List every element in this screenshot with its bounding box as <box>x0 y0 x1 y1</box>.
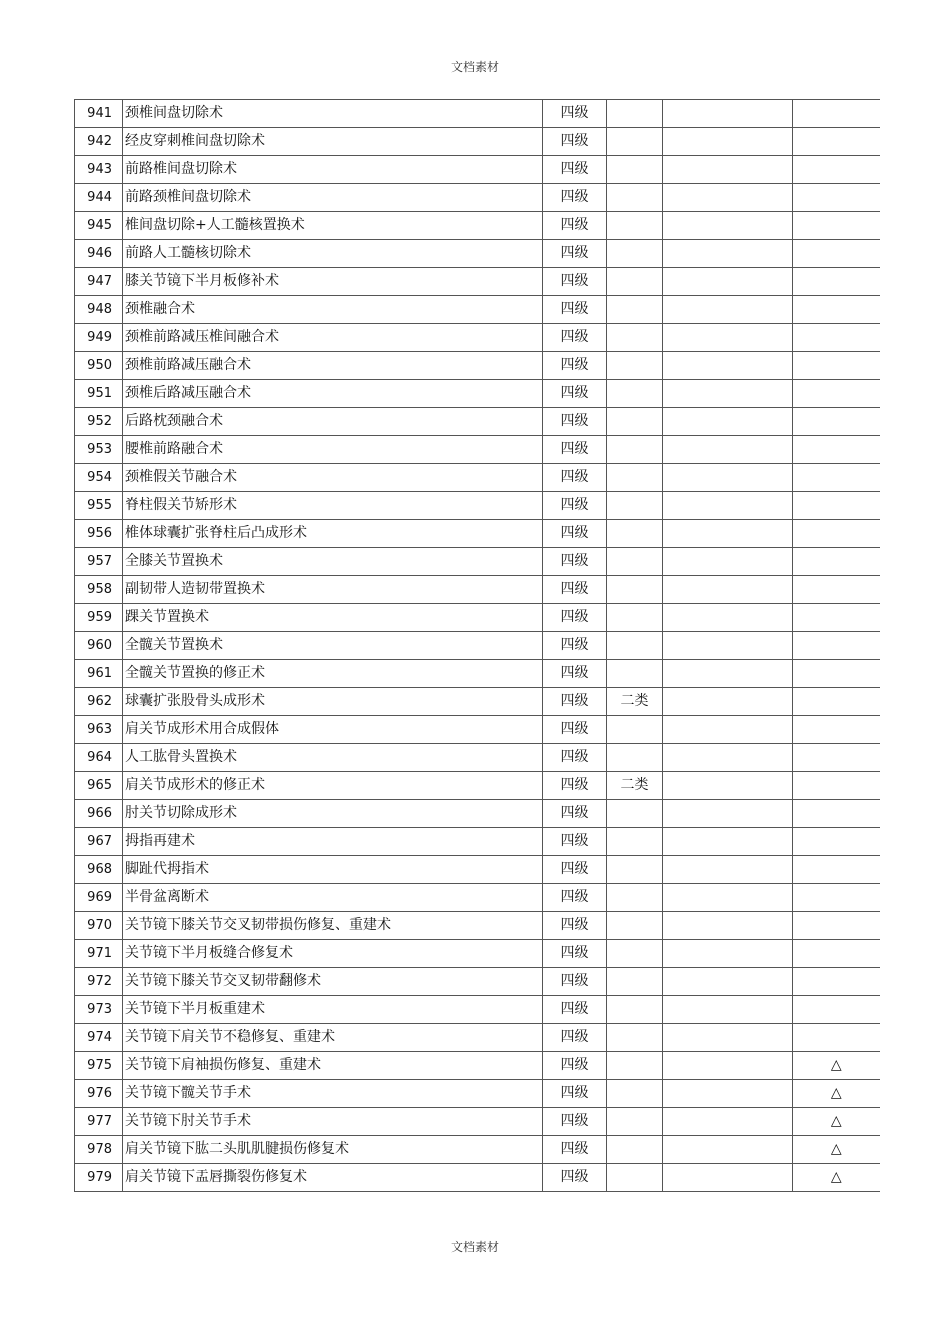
procedure-name: 前路椎间盘切除术 <box>123 156 543 184</box>
empty-cell <box>663 856 793 884</box>
procedure-level: 四级 <box>543 240 607 268</box>
procedure-category <box>607 1164 663 1192</box>
triangle-mark <box>793 184 880 212</box>
procedure-category <box>607 1080 663 1108</box>
table-row <box>75 576 880 604</box>
procedure-category <box>607 1136 663 1164</box>
page-footer: 文档素材 <box>450 1240 499 1254</box>
procedure-name: 关节镜下膝关节交叉韧带翻修术 <box>123 968 543 996</box>
procedure-category <box>607 632 663 660</box>
table-row <box>75 1164 880 1192</box>
row-number: 942 <box>75 128 123 156</box>
table-row <box>75 408 880 436</box>
procedure-name: 关节镜下肩袖损伤修复、重建术 <box>123 1052 543 1080</box>
row-number: 957 <box>75 548 123 576</box>
empty-cell <box>663 744 793 772</box>
triangle-mark <box>793 548 880 576</box>
empty-cell <box>663 520 793 548</box>
procedure-category <box>607 856 663 884</box>
procedure-level: 四级 <box>543 1080 607 1108</box>
procedure-name: 肘关节切除成形术 <box>123 800 543 828</box>
procedure-name: 关节镜下肩关节不稳修复、重建术 <box>123 1024 543 1052</box>
empty-cell <box>663 548 793 576</box>
triangle-mark <box>793 240 880 268</box>
procedure-level: 四级 <box>543 324 607 352</box>
procedure-name: 关节镜下肘关节手术 <box>123 1108 543 1136</box>
table-row <box>75 492 880 520</box>
table-row <box>75 100 880 128</box>
empty-cell <box>663 324 793 352</box>
procedure-category <box>607 212 663 240</box>
procedure-level: 四级 <box>543 1164 607 1192</box>
procedure-category <box>607 520 663 548</box>
procedure-level: 四级 <box>543 268 607 296</box>
procedure-name: 关节镜下半月板缝合修复术 <box>123 940 543 968</box>
table-row <box>75 744 880 772</box>
procedure-category <box>607 996 663 1024</box>
table-row <box>75 268 880 296</box>
procedure-category <box>607 296 663 324</box>
row-number: 972 <box>75 968 123 996</box>
procedure-name: 脚趾代拇指术 <box>123 856 543 884</box>
procedure-name: 颈椎前路减压椎间融合术 <box>123 324 543 352</box>
procedure-name: 肩关节镜下盂唇撕裂伤修复术 <box>123 1164 543 1192</box>
empty-cell <box>663 800 793 828</box>
procedure-name: 半骨盆离断术 <box>123 884 543 912</box>
procedure-level: 四级 <box>543 408 607 436</box>
row-number: 977 <box>75 1108 123 1136</box>
table-row <box>75 912 880 940</box>
table-row <box>75 940 880 968</box>
row-number: 974 <box>75 1024 123 1052</box>
triangle-mark <box>793 408 880 436</box>
triangle-mark: △ <box>793 1052 880 1080</box>
empty-cell <box>663 996 793 1024</box>
row-number: 943 <box>75 156 123 184</box>
procedure-name: 全髋关节置换术 <box>123 632 543 660</box>
procedure-name: 经皮穿刺椎间盘切除术 <box>123 128 543 156</box>
procedure-name: 拇指再建术 <box>123 828 543 856</box>
row-number: 941 <box>75 100 123 128</box>
procedure-level: 四级 <box>543 772 607 800</box>
procedure-category <box>607 128 663 156</box>
procedure-level: 四级 <box>543 632 607 660</box>
procedure-table <box>74 99 880 1192</box>
triangle-mark <box>793 520 880 548</box>
procedure-level: 四级 <box>543 464 607 492</box>
empty-cell <box>663 968 793 996</box>
procedure-category <box>607 716 663 744</box>
procedure-level: 四级 <box>543 380 607 408</box>
empty-cell <box>663 156 793 184</box>
triangle-mark <box>793 856 880 884</box>
row-number: 967 <box>75 828 123 856</box>
triangle-mark <box>793 296 880 324</box>
procedure-level: 四级 <box>543 856 607 884</box>
table-row <box>75 1024 880 1052</box>
procedure-name: 全膝关节置换术 <box>123 548 543 576</box>
row-number: 956 <box>75 520 123 548</box>
table-row <box>75 604 880 632</box>
row-number: 962 <box>75 688 123 716</box>
procedure-level: 四级 <box>543 912 607 940</box>
row-number: 954 <box>75 464 123 492</box>
triangle-mark <box>793 660 880 688</box>
procedure-category <box>607 436 663 464</box>
empty-cell <box>663 296 793 324</box>
table-row <box>75 436 880 464</box>
triangle-mark <box>793 632 880 660</box>
empty-cell <box>663 772 793 800</box>
procedure-level: 四级 <box>543 604 607 632</box>
procedure-category <box>607 968 663 996</box>
empty-cell <box>663 128 793 156</box>
table-row <box>75 856 880 884</box>
procedure-category <box>607 940 663 968</box>
triangle-mark <box>793 744 880 772</box>
triangle-mark <box>793 688 880 716</box>
table-row <box>75 716 880 744</box>
empty-cell <box>663 688 793 716</box>
triangle-mark <box>793 996 880 1024</box>
procedure-table-body <box>75 100 880 1192</box>
procedure-category <box>607 184 663 212</box>
empty-cell <box>663 884 793 912</box>
row-number: 947 <box>75 268 123 296</box>
procedure-name: 肩关节成形术的修正术 <box>123 772 543 800</box>
procedure-level: 四级 <box>543 436 607 464</box>
table-row <box>75 352 880 380</box>
triangle-mark <box>793 464 880 492</box>
procedure-category <box>607 604 663 632</box>
triangle-mark <box>793 268 880 296</box>
procedure-category <box>607 828 663 856</box>
procedure-category <box>607 324 663 352</box>
row-number: 979 <box>75 1164 123 1192</box>
procedure-category <box>607 1108 663 1136</box>
empty-cell <box>663 1164 793 1192</box>
procedure-level: 四级 <box>543 1024 607 1052</box>
triangle-mark <box>793 100 880 128</box>
procedure-level: 四级 <box>543 548 607 576</box>
row-number: 973 <box>75 996 123 1024</box>
table-row <box>75 632 880 660</box>
procedure-level: 四级 <box>543 520 607 548</box>
procedure-name: 前路人工髓核切除术 <box>123 240 543 268</box>
empty-cell <box>663 1052 793 1080</box>
triangle-mark <box>793 940 880 968</box>
row-number: 969 <box>75 884 123 912</box>
procedure-category <box>607 884 663 912</box>
row-number: 975 <box>75 1052 123 1080</box>
procedure-level: 四级 <box>543 996 607 1024</box>
table-row <box>75 156 880 184</box>
row-number: 945 <box>75 212 123 240</box>
triangle-mark: △ <box>793 1080 880 1108</box>
triangle-mark <box>793 156 880 184</box>
procedure-category <box>607 352 663 380</box>
triangle-mark <box>793 884 880 912</box>
empty-cell <box>663 632 793 660</box>
table-row <box>75 884 880 912</box>
empty-cell <box>663 380 793 408</box>
procedure-level: 四级 <box>543 492 607 520</box>
empty-cell <box>663 464 793 492</box>
procedure-name: 颈椎假关节融合术 <box>123 464 543 492</box>
triangle-mark: △ <box>793 1108 880 1136</box>
row-number: 961 <box>75 660 123 688</box>
procedure-name: 前路颈椎间盘切除术 <box>123 184 543 212</box>
row-number: 971 <box>75 940 123 968</box>
procedure-name: 椎体球囊扩张脊柱后凸成形术 <box>123 520 543 548</box>
row-number: 970 <box>75 912 123 940</box>
procedure-category <box>607 100 663 128</box>
row-number: 963 <box>75 716 123 744</box>
procedure-name: 颈椎间盘切除术 <box>123 100 543 128</box>
procedure-level: 四级 <box>543 352 607 380</box>
row-number: 958 <box>75 576 123 604</box>
empty-cell <box>663 940 793 968</box>
procedure-name: 踝关节置换术 <box>123 604 543 632</box>
row-number: 949 <box>75 324 123 352</box>
procedure-category <box>607 408 663 436</box>
empty-cell <box>663 660 793 688</box>
row-number: 953 <box>75 436 123 464</box>
row-number: 968 <box>75 856 123 884</box>
table-row <box>75 184 880 212</box>
procedure-name: 颈椎前路减压融合术 <box>123 352 543 380</box>
procedure-category <box>607 240 663 268</box>
empty-cell <box>663 1136 793 1164</box>
procedure-level: 四级 <box>543 1052 607 1080</box>
triangle-mark <box>793 436 880 464</box>
table-row <box>75 968 880 996</box>
empty-cell <box>663 1108 793 1136</box>
table-row <box>75 240 880 268</box>
triangle-mark <box>793 772 880 800</box>
row-number: 978 <box>75 1136 123 1164</box>
row-number: 966 <box>75 800 123 828</box>
row-number: 948 <box>75 296 123 324</box>
triangle-mark <box>793 324 880 352</box>
procedure-name: 后路枕颈融合术 <box>123 408 543 436</box>
procedure-name: 关节镜下半月板重建术 <box>123 996 543 1024</box>
triangle-mark <box>793 576 880 604</box>
procedure-level: 四级 <box>543 828 607 856</box>
procedure-category <box>607 912 663 940</box>
procedure-name: 颈椎融合术 <box>123 296 543 324</box>
procedure-category <box>607 156 663 184</box>
empty-cell <box>663 604 793 632</box>
procedure-name: 全髋关节置换的修正术 <box>123 660 543 688</box>
table-row <box>75 800 880 828</box>
procedure-name: 颈椎后路减压融合术 <box>123 380 543 408</box>
procedure-level: 四级 <box>543 212 607 240</box>
procedure-level: 四级 <box>543 884 607 912</box>
procedure-category <box>607 548 663 576</box>
procedure-category: 二类 <box>607 688 663 716</box>
empty-cell <box>663 1024 793 1052</box>
procedure-level: 四级 <box>543 576 607 604</box>
triangle-mark <box>793 800 880 828</box>
table-row <box>75 212 880 240</box>
triangle-mark <box>793 828 880 856</box>
procedure-name: 关节镜下膝关节交叉韧带损伤修复、重建术 <box>123 912 543 940</box>
procedure-level: 四级 <box>543 1108 607 1136</box>
empty-cell <box>663 436 793 464</box>
procedure-name: 关节镜下髋关节手术 <box>123 1080 543 1108</box>
triangle-mark <box>793 492 880 520</box>
procedure-level: 四级 <box>543 716 607 744</box>
triangle-mark <box>793 380 880 408</box>
empty-cell <box>663 716 793 744</box>
empty-cell <box>663 184 793 212</box>
empty-cell <box>663 828 793 856</box>
procedure-category <box>607 1024 663 1052</box>
triangle-mark <box>793 604 880 632</box>
table-row <box>75 772 880 800</box>
table-row <box>75 548 880 576</box>
procedure-name: 肩关节镜下肱二头肌肌腱损伤修复术 <box>123 1136 543 1164</box>
procedure-level: 四级 <box>543 940 607 968</box>
table-row <box>75 660 880 688</box>
row-number: 944 <box>75 184 123 212</box>
procedure-name: 球囊扩张股骨头成形术 <box>123 688 543 716</box>
procedure-level: 四级 <box>543 688 607 716</box>
triangle-mark <box>793 212 880 240</box>
procedure-level: 四级 <box>543 100 607 128</box>
procedure-name: 副韧带人造韧带置换术 <box>123 576 543 604</box>
empty-cell <box>663 408 793 436</box>
row-number: 959 <box>75 604 123 632</box>
table-row <box>75 1136 880 1164</box>
procedure-name: 腰椎前路融合术 <box>123 436 543 464</box>
table-row <box>75 324 880 352</box>
table-row <box>75 128 880 156</box>
procedure-category <box>607 576 663 604</box>
procedure-name: 肩关节成形术用合成假体 <box>123 716 543 744</box>
triangle-mark: △ <box>793 1136 880 1164</box>
procedure-level: 四级 <box>543 184 607 212</box>
row-number: 964 <box>75 744 123 772</box>
page-header: 文档素材 <box>450 60 499 74</box>
row-number: 965 <box>75 772 123 800</box>
row-number: 946 <box>75 240 123 268</box>
procedure-level: 四级 <box>543 744 607 772</box>
procedure-category: 二类 <box>607 772 663 800</box>
empty-cell <box>663 352 793 380</box>
procedure-level: 四级 <box>543 128 607 156</box>
row-number: 955 <box>75 492 123 520</box>
table-row <box>75 1108 880 1136</box>
procedure-category <box>607 268 663 296</box>
empty-cell <box>663 212 793 240</box>
procedure-level: 四级 <box>543 660 607 688</box>
table-row <box>75 296 880 324</box>
procedure-category <box>607 660 663 688</box>
procedure-level: 四级 <box>543 296 607 324</box>
row-number: 960 <box>75 632 123 660</box>
table-row <box>75 1080 880 1108</box>
empty-cell <box>663 240 793 268</box>
procedure-category <box>607 380 663 408</box>
row-number: 950 <box>75 352 123 380</box>
empty-cell <box>663 100 793 128</box>
empty-cell <box>663 492 793 520</box>
procedure-name: 膝关节镜下半月板修补术 <box>123 268 543 296</box>
triangle-mark <box>793 912 880 940</box>
procedure-category <box>607 800 663 828</box>
empty-cell <box>663 1080 793 1108</box>
procedure-name: 脊柱假关节矫形术 <box>123 492 543 520</box>
procedure-name: 人工肱骨头置换术 <box>123 744 543 772</box>
table-row <box>75 996 880 1024</box>
row-number: 951 <box>75 380 123 408</box>
procedure-category <box>607 744 663 772</box>
triangle-mark: △ <box>793 1164 880 1192</box>
empty-cell <box>663 268 793 296</box>
triangle-mark <box>793 716 880 744</box>
triangle-mark <box>793 968 880 996</box>
table-row <box>75 828 880 856</box>
triangle-mark <box>793 128 880 156</box>
procedure-level: 四级 <box>543 968 607 996</box>
row-number: 952 <box>75 408 123 436</box>
procedure-category <box>607 1052 663 1080</box>
procedure-category <box>607 492 663 520</box>
table-row <box>75 380 880 408</box>
empty-cell <box>663 576 793 604</box>
triangle-mark <box>793 1024 880 1052</box>
table-row <box>75 688 880 716</box>
table-row <box>75 1052 880 1080</box>
table-row <box>75 464 880 492</box>
procedure-name: 椎间盘切除+人工髓核置换术 <box>123 212 543 240</box>
procedure-level: 四级 <box>543 1136 607 1164</box>
table-row <box>75 520 880 548</box>
procedure-level: 四级 <box>543 156 607 184</box>
empty-cell <box>663 912 793 940</box>
procedure-category <box>607 464 663 492</box>
triangle-mark <box>793 352 880 380</box>
row-number: 976 <box>75 1080 123 1108</box>
procedure-level: 四级 <box>543 800 607 828</box>
